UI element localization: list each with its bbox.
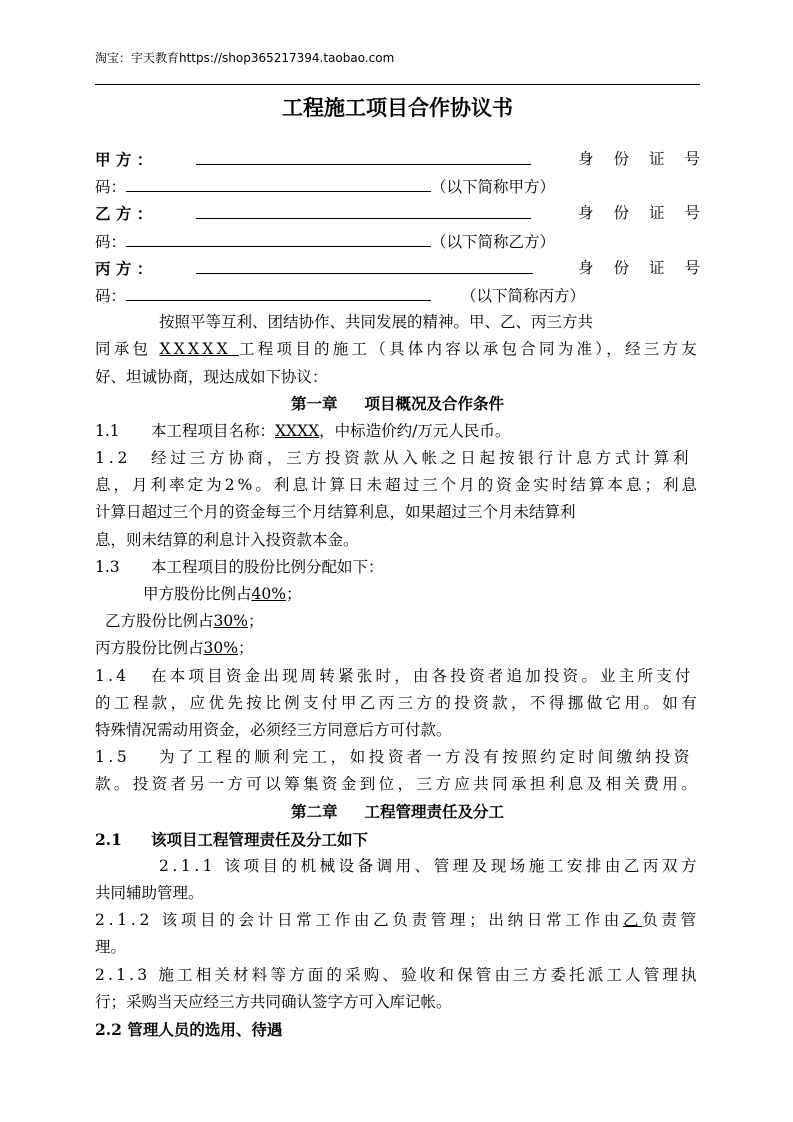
party-b-name-field[interactable] <box>196 200 531 219</box>
section-number: 1.5 <box>95 748 131 767</box>
party-b-id-cont: 码： <box>95 232 127 251</box>
section-text: 在本项目资金出现周转紧张时，由各投资者追加投资。业主所支付 <box>151 666 694 685</box>
project-name-placeholder: XXXX <box>275 421 320 440</box>
party-a-id-label: 身份证号 <box>577 150 720 168</box>
section-2-1-3-line-2: 行；采购当天应经三方共同确认签字方可入库记帐。 <box>95 992 452 1011</box>
section-2-1-1: 2.1.1 该项目的机械设备调用、管理及现场施工安排由乙丙双方 <box>159 856 700 875</box>
party-a-id-line <box>95 173 700 200</box>
chapter-2-heading: 第二章 工程管理责任及分工 <box>291 802 504 821</box>
section-number: 1.4 <box>95 666 130 685</box>
party-c-name-field[interactable] <box>196 255 533 274</box>
section-text: ，中标造价约/万元人民币。 <box>319 421 511 440</box>
party-b-alias: （以下简称乙方） <box>431 232 556 251</box>
party-c-alias: （以下简称丙方） <box>461 286 586 305</box>
intro-line-1: 按照平等互利、团结协作、共同发展的精神。甲、乙、丙三方共 <box>159 313 594 332</box>
chapter-1-heading: 第一章 项目概况及合作条件 <box>291 394 504 413</box>
intro-line-3: 好、坦诚协商，现达成如下协议： <box>95 367 328 386</box>
section-text: 本工程项目的股份比例分配如下： <box>151 557 384 576</box>
section-1-4-line-2: 的工程款，应优先按比例支付甲乙丙三方的投资款，不得挪做它用。如有 <box>95 693 701 712</box>
party-a-id-field[interactable] <box>126 173 431 192</box>
section-1-2-line-3: 计算日超过三个月的资金每三个月结算利息，如果超过三个月未结算利 <box>95 503 576 522</box>
party-c-id-field[interactable] <box>126 282 431 301</box>
party-b-line <box>95 200 720 227</box>
share-label: 丙方股份比例占 <box>95 639 204 658</box>
intro-text: 同承包 <box>95 340 160 359</box>
party-a-name-field[interactable] <box>196 146 531 165</box>
project-name-placeholder: XXXXX <box>159 340 240 359</box>
document-body <box>95 146 720 1043</box>
section-number: 2.1 <box>95 829 122 849</box>
section-2-2-heading: 2.2 管理人员的选用、待遇 <box>95 1020 283 1039</box>
share-party-a <box>95 581 700 608</box>
intro-line-2 <box>95 336 700 363</box>
section-text: 2.1.2 该项目的会计日常工作由乙负责管理；出纳日常工作由 <box>95 911 623 930</box>
section-1-4 <box>95 663 700 690</box>
section-text: 负责管 <box>642 911 700 930</box>
share-value: 30% <box>203 639 238 658</box>
section-2-1-2-line-2: 理。 <box>95 938 127 957</box>
party-b-id-label: 身份证号 <box>577 204 720 223</box>
share-punct: ； <box>285 585 302 603</box>
section-text: 经过三方协商，三方投资款从入帐之日起按银行计息方式计算利 <box>151 449 693 468</box>
share-punct: ； <box>247 612 264 631</box>
party-c-id-label: 身份证号 <box>577 258 720 277</box>
share-label: 乙方股份比例占 <box>105 612 214 631</box>
section-1-2-line-2: 息，月利率定为2%。利息计算日未超过三个月的资金实时结算本息；利息 <box>95 476 701 495</box>
underlined-text: 乙 <box>622 911 643 930</box>
intro-text: 工程项目的施工（具体内容以承包合同为准），经三方友 <box>239 340 701 359</box>
party-c-id-cont: 码： <box>95 286 127 305</box>
section-1-3 <box>95 554 700 581</box>
party-a-alias: （以下简称甲方） <box>431 178 556 197</box>
section-1-4-line-3: 特殊情况需动用资金，必须经三方同意后方可付款。 <box>95 720 452 739</box>
party-c-line <box>95 255 720 282</box>
section-1-5 <box>95 744 700 771</box>
section-2-1-3: 2.1.3 施工相关材料等方面的采购、验收和保管由三方委托派工人管理执 <box>95 965 700 984</box>
section-text: 为了工程的顺利完工，如投资者一方没有按照约定时间缴纳投资 <box>159 748 693 767</box>
section-number: 1.1 <box>95 421 120 440</box>
share-punct: ； <box>237 639 254 658</box>
share-value: 30% <box>213 612 248 631</box>
share-party-b <box>95 608 700 635</box>
page-header: 淘宝：宇天教育https://shop365217394.taobao.com <box>95 51 395 65</box>
party-c-label: 丙 方 ： <box>95 258 153 278</box>
party-b-id-field[interactable] <box>126 228 431 247</box>
party-a-id-cont: 码： <box>95 178 127 197</box>
section-2-1 <box>95 826 700 853</box>
section-number: 1.3 <box>95 557 120 576</box>
section-2-1-2 <box>95 907 700 934</box>
share-value: 40% <box>251 585 286 603</box>
section-number: 1.2 <box>95 449 132 468</box>
share-label: 甲方股份比例占 <box>143 585 252 603</box>
section-1-5-line-2: 款。投资者另一方可以筹集资金到位，三方应共同承担利息及相关费用。 <box>95 775 701 794</box>
party-b-id-line <box>95 228 700 255</box>
section-2-1-1-line-2: 共同辅助管理。 <box>95 884 204 903</box>
section-text: 本工程项目名称： <box>151 421 276 440</box>
party-a-label: 甲 方 ： <box>95 150 153 169</box>
section-1-1 <box>95 418 700 445</box>
section-1-2-line-4: 息，则未结算的利息计入投资款本金。 <box>95 530 359 549</box>
document-title: 工程施工项目合作协议书 <box>282 96 513 120</box>
section-heading: 该项目工程管理责任及分工如下 <box>151 829 369 849</box>
party-a-line <box>95 146 720 173</box>
party-c-id-line <box>95 282 700 309</box>
share-party-c <box>95 635 700 662</box>
section-1-2 <box>95 445 700 472</box>
header-rule <box>95 84 700 85</box>
party-b-label: 乙 方 ： <box>95 204 153 224</box>
